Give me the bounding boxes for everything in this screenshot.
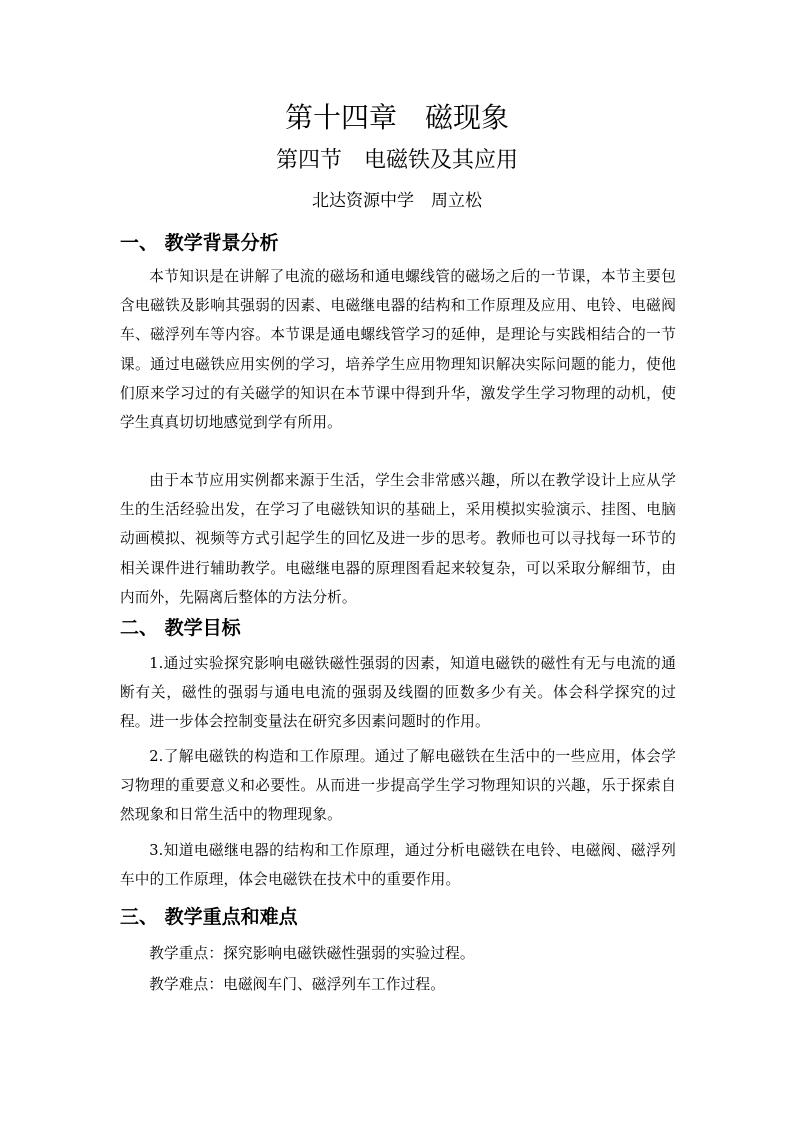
section-heading-key-points: 三、 教学重点和难点 — [120, 906, 298, 928]
paragraph: 2.了解电磁铁的构造和工作原理。通过了解电磁铁在生活中的一些应用，体会学习物理的重要意义和必要性。从而进一步提高学生学习物理知识的兴趣，乐于探索自然现象和日常生活中的物理现象。 — [120, 748, 676, 824]
paragraph: 本节知识是在讲解了电流的磁场和通电螺线管的磁场之后的一节课，本节主要包含电磁铁及影响其强弱的因素、电磁继电器的结构和工作原理及应用、电铃、电磁阀车、磁浮列车等内容。本节课是通电螺线管学习的延伸，是理论与实践相结合的一节课。通过电磁铁应用实例的学习，培养学生应用物理知识解决实际问题的能力，使他们原来学习过的有关磁学的知识在本节课中得到升华，激发学生学习物理的动机，使学生真真切切地感觉到学有所用。 — [120, 268, 676, 432]
author-line: 北达资源中学 周立松 — [312, 191, 482, 211]
paragraph: 3.知道电磁继电器的结构和工作原理，通过分析电磁铁在电铃、电磁阀、磁浮列车中的工作原理，体会电磁铁在技术中的重要作用。 — [120, 842, 676, 889]
section-title: 第四节 电磁铁及其应用 — [275, 148, 518, 173]
chapter-title: 第十四章 磁现象 — [284, 101, 509, 134]
paragraph-difficulty: 教学难点：电磁阀车门、磁浮列车工作过程。 — [149, 976, 446, 993]
paragraph: 由于本节应用实例都来源于生活，学生会非常感兴趣，所以在教学设计上应从学生的生活经验出发，在学习了电磁铁知识的基础上，采用模拟实验演示、挂图、电脑动画模拟、视频等方式引起学生的回忆及进一步的思考。教师也可以寻找每一环节的相关课件进行辅助教学。电磁继电器的原理图看起来较复杂，可以采取分解细节，由内而外，先隔离后整体的方法分析。 — [120, 472, 676, 606]
paragraph: 1.通过实验探究影响电磁铁磁性强弱的因素，知道电磁铁的磁性有无与电流的通断有关，磁性的强弱与通电电流的强弱及线圈的匝数多少有关。体会科学探究的过程。进一步体会控制变量法在研究多因素问题时的作用。 — [120, 655, 676, 731]
section-heading-objectives: 二、 教学目标 — [120, 617, 241, 639]
paragraph-key-point: 教学重点：探究影响电磁铁磁性强弱的实验过程。 — [149, 945, 475, 962]
section-heading-background: 一、 教学背景分析 — [120, 232, 279, 254]
